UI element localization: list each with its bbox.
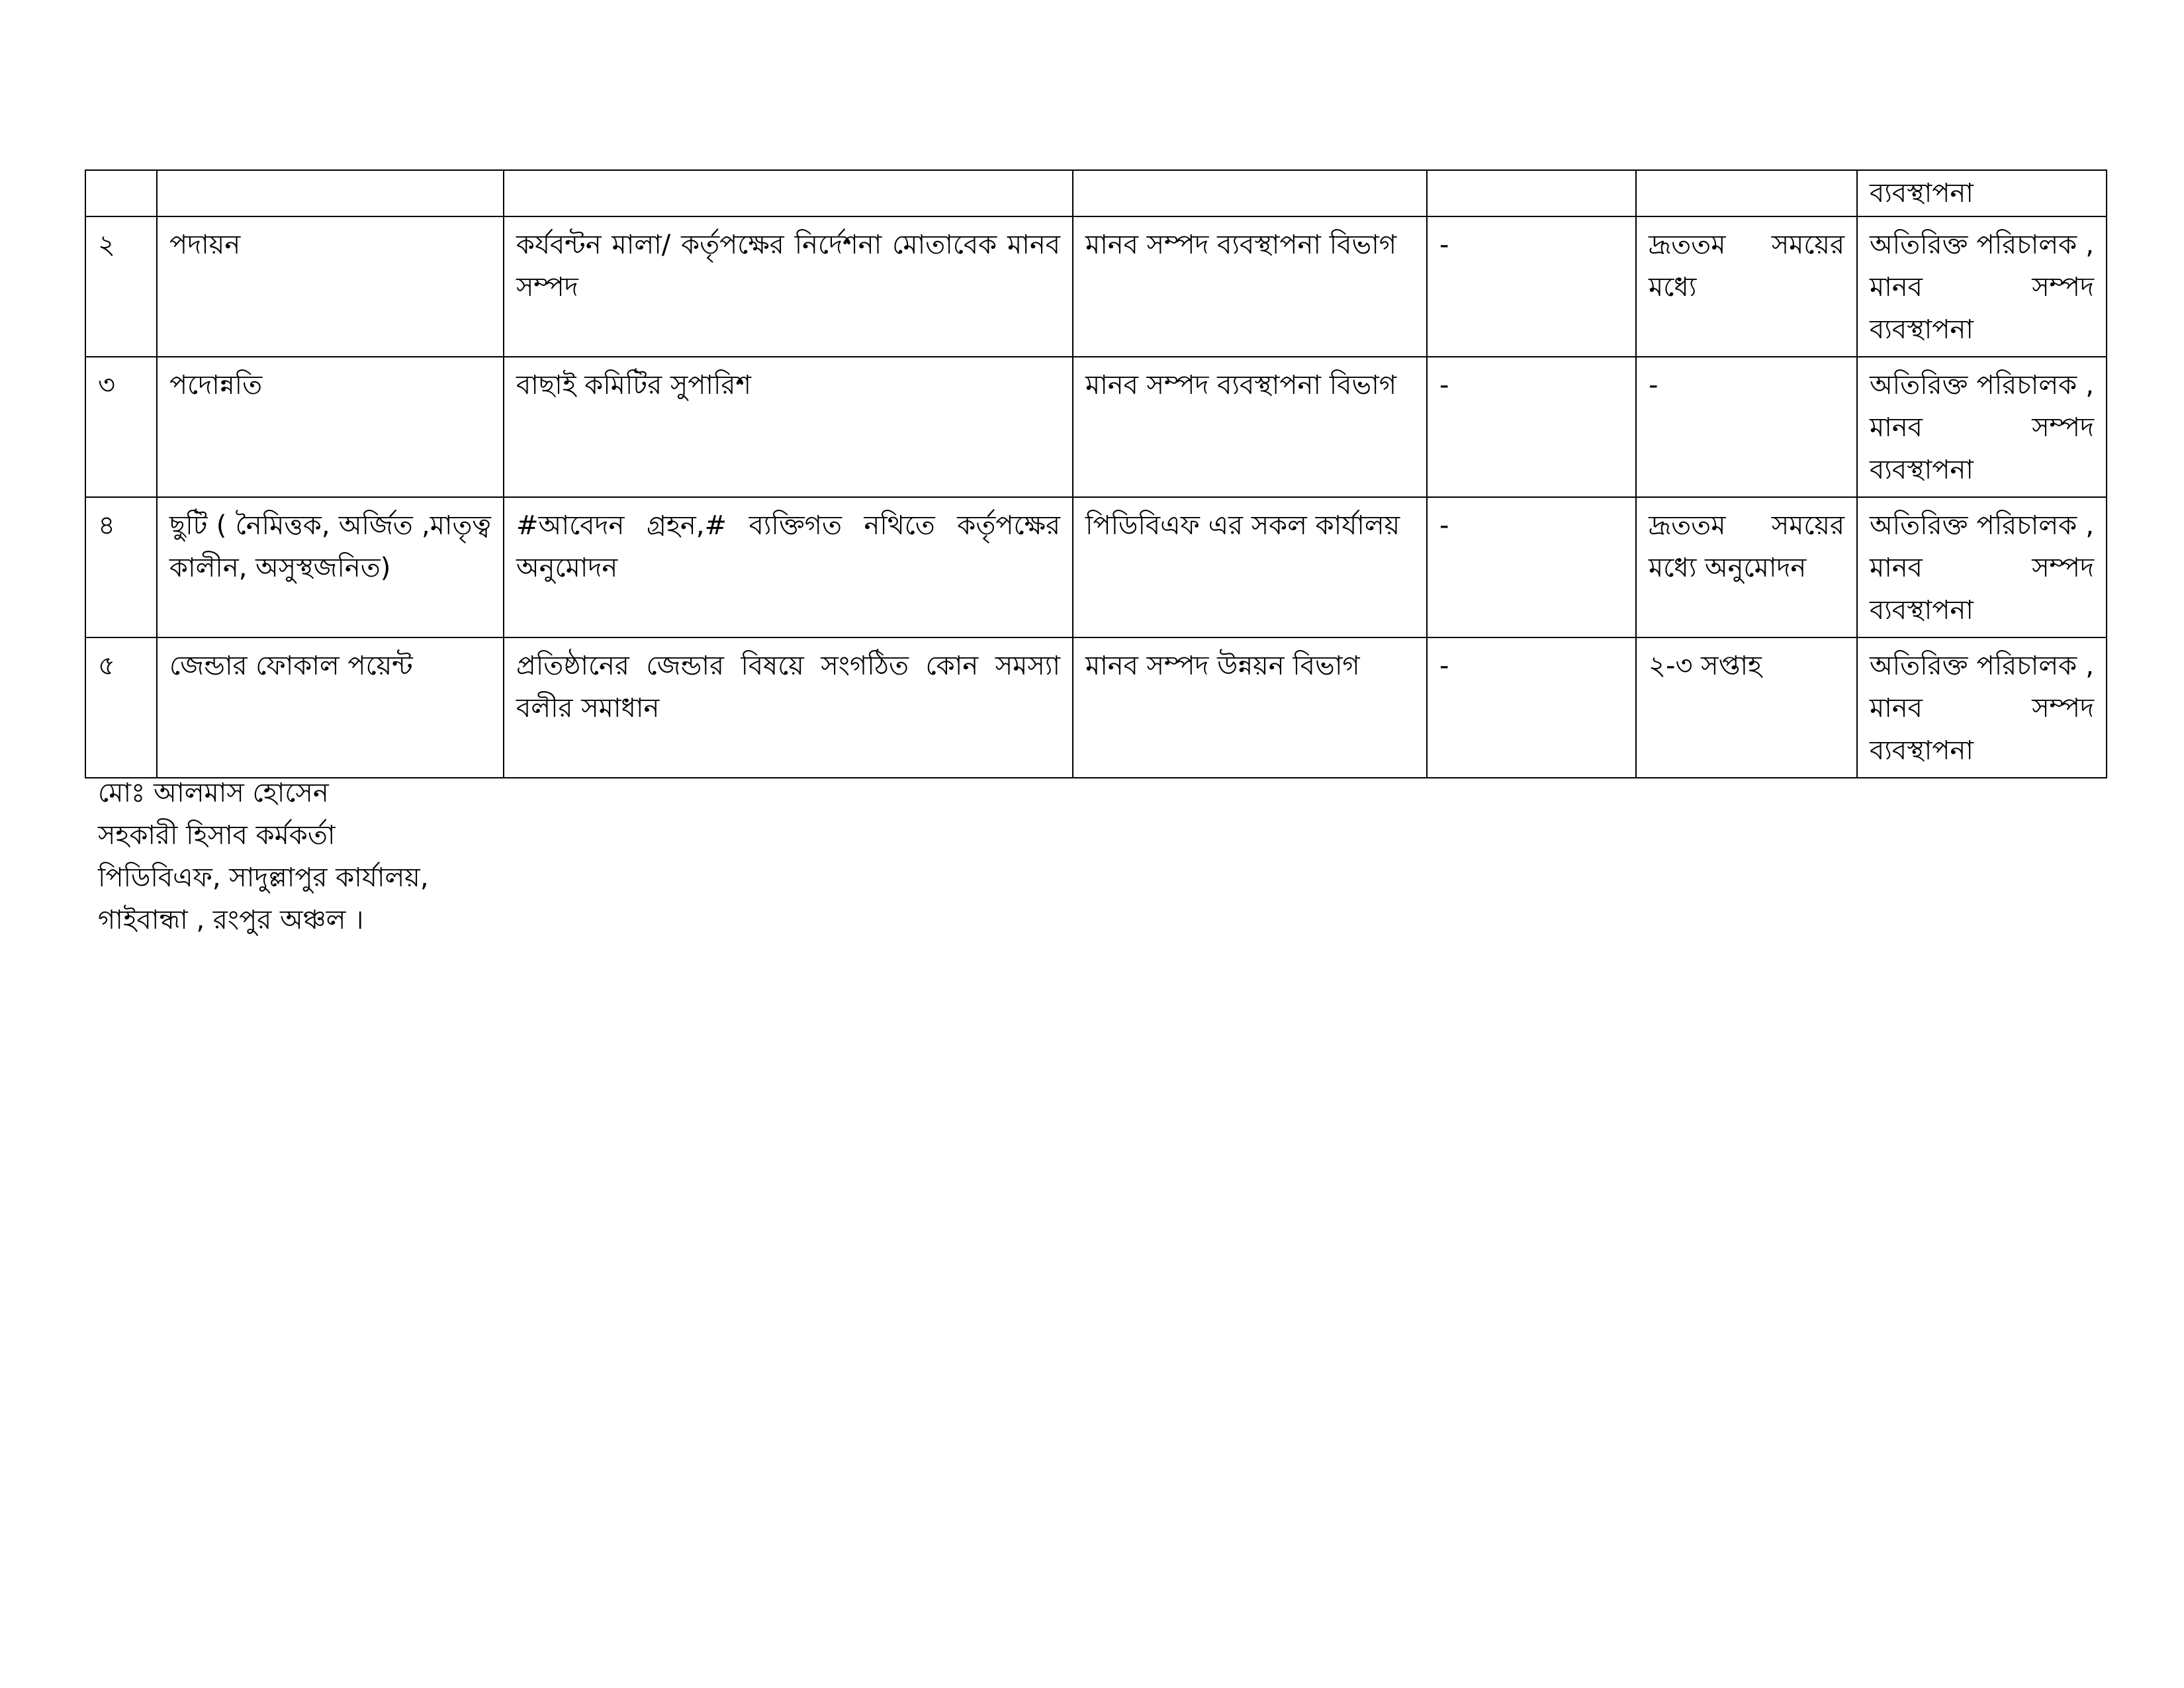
cell-timeframe: - (1636, 357, 1857, 497)
table-row (85, 637, 2107, 778)
cell-requirements: কর্যবন্টন মালা/ কর্তৃপক্ষের নির্দেশনা মোতাবেক মানব সম্পদ (504, 216, 1073, 357)
cell-fee (1427, 170, 1636, 216)
service-table (85, 169, 2107, 778)
table-row (85, 216, 2107, 357)
cell-timeframe: ২-৩ সপ্তাহ (1636, 637, 1857, 778)
cell-serial: ৪ (85, 497, 157, 637)
cell-office: মানব সম্পদ ব্যবস্থাপনা বিভাগ (1073, 357, 1427, 497)
cell-timeframe (1636, 170, 1857, 216)
signatory-designation: সহকারী হিসাব কর্মকর্তা (98, 820, 336, 851)
table-row-continuation (85, 170, 2107, 216)
signatory-office: পিডিবিএফ, সাদুল্লাপুর কার্যালয়, (98, 863, 429, 893)
cell-fee: - (1427, 637, 1636, 778)
cell-authority: অতিরিক্ত পরিচালক , মানব সম্পদ ব্যবস্থাপনা (1857, 216, 2107, 357)
cell-fee: - (1427, 497, 1636, 637)
cell-fee: - (1427, 357, 1636, 497)
signature-block (98, 772, 429, 941)
signatory-name: মোঃ আলমাস হোসেন (98, 778, 329, 808)
cell-serial: ৩ (85, 357, 157, 497)
cell-serial: ২ (85, 216, 157, 357)
cell-office: মানব সম্পদ ব্যবস্থাপনা বিভাগ (1073, 216, 1427, 357)
cell-service: ছুটি ( নৈমিত্তক, অর্জিত ,মাতৃত্ব কালীন, অসুস্থজনিত) (157, 497, 504, 637)
cell-service: পদায়ন (157, 216, 504, 357)
cell-service (157, 170, 504, 216)
cell-authority: অতিরিক্ত পরিচালক , মানব সম্পদ ব্যবস্থাপনা (1857, 637, 2107, 778)
cell-authority: অতিরিক্ত পরিচালক , মানব সম্পদ ব্যবস্থাপনা (1857, 357, 2107, 497)
cell-requirements: #আবেদন গ্রহন,# ব্যক্তিগত নথিতে কর্তৃপক্ষের অনুমোদন (504, 497, 1073, 637)
signatory-location: গাইবান্ধা , রংপুর অঞ্চল । (98, 905, 364, 935)
cell-office (1073, 170, 1427, 216)
cell-serial (85, 170, 157, 216)
cell-requirements (504, 170, 1073, 216)
cell-requirements: প্রতিষ্ঠানের জেন্ডার বিষয়ে সংগঠিত কোন সমস্যা বলীর সমাধান (504, 637, 1073, 778)
table-row (85, 497, 2107, 637)
cell-office: মানব সম্পদ উন্নয়ন বিভাগ (1073, 637, 1427, 778)
cell-timeframe: দ্রূততম সময়ের মধ্যে (1636, 216, 1857, 357)
cell-fee: - (1427, 216, 1636, 357)
cell-authority: ব্যবস্থাপনা (1857, 170, 2107, 216)
cell-serial: ৫ (85, 637, 157, 778)
cell-service: পদোন্নতি (157, 357, 504, 497)
cell-service: জেন্ডার ফোকাল পয়েন্ট (157, 637, 504, 778)
cell-requirements: বাছাই কমিটির সুপারিশ (504, 357, 1073, 497)
cell-timeframe: দ্রূততম সময়ের মধ্যে অনুমোদন (1636, 497, 1857, 637)
cell-office: পিডিবিএফ এর সকল কার্যালয় (1073, 497, 1427, 637)
cell-authority: অতিরিক্ত পরিচালক , মানব সম্পদ ব্যবস্থাপনা (1857, 497, 2107, 637)
table-row (85, 357, 2107, 497)
